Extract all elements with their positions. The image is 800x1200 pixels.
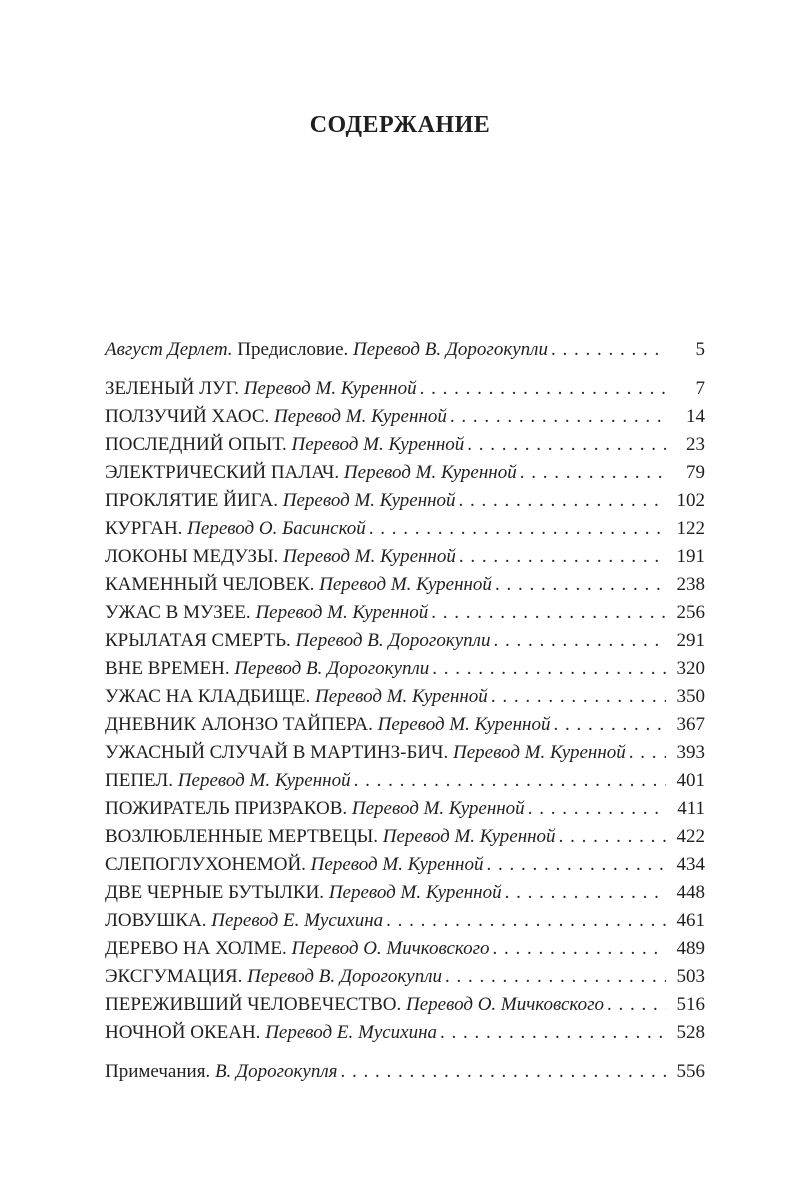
toc-entry <box>105 431 705 459</box>
entry-title-segment: Перевод Е. Мусихина <box>265 1022 438 1043</box>
toc-entry <box>105 403 705 431</box>
toc-entry <box>105 963 705 991</box>
dot-leader <box>520 459 666 487</box>
entry-title <box>105 711 550 739</box>
toc-entry <box>105 767 705 795</box>
dot-leader <box>528 795 666 823</box>
entry-title-segment: Перевод О. Басинской <box>187 518 366 539</box>
entry-title <box>105 487 456 515</box>
page-number: 461 <box>676 910 705 931</box>
entry-title-segment: Перевод М. Куренной <box>343 462 517 483</box>
entry-title <box>105 571 492 599</box>
page-number: 238 <box>676 574 705 595</box>
page-number: 256 <box>676 602 705 623</box>
toc-entry <box>105 459 705 487</box>
entry-title <box>105 879 502 907</box>
toc-entry <box>105 711 705 739</box>
entry-title <box>105 739 626 767</box>
dot-leader <box>445 963 666 991</box>
entry-title-segment: Перевод Е. Мусихина <box>211 910 384 931</box>
page-number: 367 <box>676 714 705 735</box>
toc-entry <box>105 487 705 515</box>
page-number: 23 <box>686 434 705 455</box>
entry-title-segment: ДНЕВНИК АЛОНЗО ТАЙПЕРА. <box>105 714 378 735</box>
dot-leader <box>559 823 666 851</box>
toc-entry <box>105 991 705 1019</box>
toc-entry <box>105 515 705 543</box>
entry-title-segment: ЭКСГУМАЦИЯ. <box>105 966 248 987</box>
dot-leader <box>553 711 666 739</box>
entry-title <box>105 1058 337 1086</box>
entry-title <box>105 767 351 795</box>
dot-leader <box>431 599 666 627</box>
dot-leader <box>432 655 666 683</box>
entry-title-segment: ДЕРЕВО НА ХОЛМЕ. <box>105 938 292 959</box>
toc-entry <box>105 935 705 963</box>
page-number: 516 <box>676 994 705 1015</box>
dot-leader <box>493 627 666 655</box>
entry-title-segment: Перевод М. Куренной <box>255 602 429 623</box>
page-number: 79 <box>686 462 705 483</box>
toc-entry <box>105 795 705 823</box>
entry-title-segment: Перевод М. Куренной <box>243 378 417 399</box>
entry-title <box>105 459 517 487</box>
page-number: 434 <box>676 854 705 875</box>
entry-title <box>105 515 366 543</box>
entry-title <box>105 907 383 935</box>
page-number: 401 <box>676 770 705 791</box>
entry-title-segment: Перевод М. Куренной <box>291 434 465 455</box>
entry-title-segment: УЖАС НА КЛАДБИЩЕ. <box>105 686 316 707</box>
page-number: 320 <box>676 658 705 679</box>
toc-entry <box>105 1058 705 1086</box>
entry-title <box>105 823 556 851</box>
entry-title <box>105 935 489 963</box>
entry-title-segment: Перевод В. Дорогокупли <box>353 339 548 360</box>
entry-title-segment: ПОЛЗУЧИЙ ХАОС. <box>105 406 275 427</box>
page-number: 448 <box>676 882 705 903</box>
entry-title-segment: Перевод М. Куренной <box>274 406 447 427</box>
entry-title <box>105 991 604 1019</box>
entry-title-segment: НОЧНОЙ ОКЕАН. <box>105 1022 266 1043</box>
entry-title <box>105 683 488 711</box>
entry-title-segment: УЖАС В МУЗЕЕ. <box>105 602 256 623</box>
dot-leader <box>369 515 666 543</box>
toc-entry <box>105 655 705 683</box>
entry-title-segment: Перевод М. Куренной <box>382 826 556 847</box>
entry-title-segment: ВОЗЛЮБЛЕННЫЕ МЕРТВЕЦЫ. <box>105 826 383 847</box>
dot-leader <box>450 403 666 431</box>
entry-title-segment: ПОСЛЕДНИЙ ОПЫТ. <box>105 434 292 455</box>
entry-title-segment: КУРГАН. <box>105 518 188 539</box>
entry-title <box>105 336 548 364</box>
entry-title-segment: Перевод М. Куренной <box>377 714 551 735</box>
page-number: 14 <box>686 406 705 427</box>
dot-leader <box>340 1058 666 1086</box>
toc-entry <box>105 739 705 767</box>
entry-title-segment: КРЫЛАТАЯ СМЕРТЬ. <box>105 630 296 651</box>
toc-entry <box>105 1019 705 1047</box>
entry-title-segment: ЛОКОНЫ МЕДУЗЫ. <box>105 546 284 567</box>
dot-leader <box>495 571 666 599</box>
entry-title-segment: Перевод М. Куренной <box>177 770 351 791</box>
toc-entry <box>105 375 705 403</box>
entry-title <box>105 1019 437 1047</box>
entry-title-segment: ВНЕ ВРЕМЕН. <box>105 658 235 679</box>
toc-list <box>105 336 705 1086</box>
toc-entry <box>105 879 705 907</box>
entry-title <box>105 543 456 571</box>
dot-leader <box>607 991 666 1019</box>
toc-entry <box>105 851 705 879</box>
entry-title-segment: ПЕПЕЛ. <box>105 770 178 791</box>
toc-entry <box>105 543 705 571</box>
dot-leader <box>459 543 666 571</box>
entry-title-segment: ПОЖИРАТЕЛЬ ПРИЗРАКОВ. <box>105 798 352 819</box>
toc-entry <box>105 336 705 364</box>
dot-leader <box>629 739 666 767</box>
page-number: 489 <box>676 938 705 959</box>
entry-title <box>105 963 442 991</box>
entry-title-segment: ЗЕЛЕНЫЙ ЛУГ. <box>105 378 244 399</box>
entry-title-segment: ПЕРЕЖИВШИЙ ЧЕЛОВЕЧЕСТВО. <box>105 994 406 1015</box>
entry-title-segment: Перевод В. Дорогокупли <box>234 658 430 679</box>
dot-leader <box>354 767 666 795</box>
entry-title <box>105 627 490 655</box>
dot-leader <box>491 683 666 711</box>
toc-entry <box>105 599 705 627</box>
entry-title-segment: Примечания. <box>105 1061 215 1082</box>
toc-entry <box>105 683 705 711</box>
page-number: 5 <box>695 339 705 360</box>
dot-leader <box>505 879 666 907</box>
page-number: 528 <box>676 1022 705 1043</box>
entry-title-segment: Перевод В. Дорогокупли <box>295 630 491 651</box>
page-number: 291 <box>676 630 705 651</box>
toc-entry <box>105 627 705 655</box>
entry-title-segment: Перевод О. Мичковского <box>406 994 604 1015</box>
page-number: 556 <box>676 1061 705 1082</box>
entry-title-segment: Перевод М. Куренной <box>315 686 488 707</box>
entry-title-segment: СЛЕПОГЛУХОНЕМОЙ. <box>105 854 311 875</box>
dot-leader <box>386 907 666 935</box>
entry-title-segment: Перевод М. Куренной <box>283 546 456 567</box>
dot-leader <box>492 935 666 963</box>
dot-leader <box>420 375 666 403</box>
page-number: 350 <box>676 686 705 707</box>
page-number: 422 <box>676 826 705 847</box>
page-number: 393 <box>676 742 705 763</box>
dot-leader <box>467 431 666 459</box>
entry-title-segment: Перевод М. Куренной <box>351 798 525 819</box>
entry-title-segment: Перевод М. Куренной <box>328 882 502 903</box>
entry-title <box>105 655 429 683</box>
page-number: 7 <box>695 378 705 399</box>
dot-leader <box>486 851 666 879</box>
page-number: 102 <box>676 490 705 511</box>
entry-title-segment: ЭЛЕКТРИЧЕСКИЙ ПАЛАЧ. <box>105 462 344 483</box>
entry-title-segment: ЛОВУШКА. <box>105 910 212 931</box>
toc-entry <box>105 571 705 599</box>
page-number: 503 <box>676 966 705 987</box>
entry-title-segment: Предисловие. <box>237 339 354 360</box>
entry-title-segment: ПРОКЛЯТИЕ ЙИГА. <box>105 490 283 511</box>
page-number: 411 <box>677 798 705 819</box>
dot-leader <box>551 336 666 364</box>
entry-title-segment: Август Дерлет. <box>105 339 238 360</box>
entry-title-segment: Перевод В. Дорогокупли <box>247 966 443 987</box>
entry-title-segment: Перевод М. Куренной <box>282 490 456 511</box>
dot-leader <box>440 1019 666 1047</box>
entry-title-segment: КАМЕННЫЙ ЧЕЛОВЕК. <box>105 574 320 595</box>
entry-title <box>105 375 417 403</box>
entry-title-segment: ДВЕ ЧЕРНЫЕ БУТЫЛКИ. <box>105 882 329 903</box>
entry-title <box>105 795 525 823</box>
entry-title-segment: Перевод М. Куренной <box>310 854 484 875</box>
toc-entry <box>105 907 705 935</box>
entry-title-segment: УЖАСНЫЙ СЛУЧАЙ В МАРТИНЗ-БИЧ. <box>105 742 453 763</box>
entry-title-segment: Перевод М. Куренной <box>452 742 626 763</box>
page-title: СОДЕРЖАНИЕ <box>309 112 491 138</box>
entry-title <box>105 599 428 627</box>
toc-entry <box>105 823 705 851</box>
page-number: 122 <box>676 518 705 539</box>
entry-title <box>105 851 483 879</box>
entry-title <box>105 403 447 431</box>
entry-title-segment: В. Дорогокупля <box>214 1061 338 1082</box>
dot-leader <box>459 487 666 515</box>
page-number: 191 <box>676 546 705 567</box>
entry-title-segment: Перевод О. Мичковского <box>291 938 490 959</box>
entry-title <box>105 431 464 459</box>
entry-title-segment: Перевод М. Куренной <box>319 574 492 595</box>
